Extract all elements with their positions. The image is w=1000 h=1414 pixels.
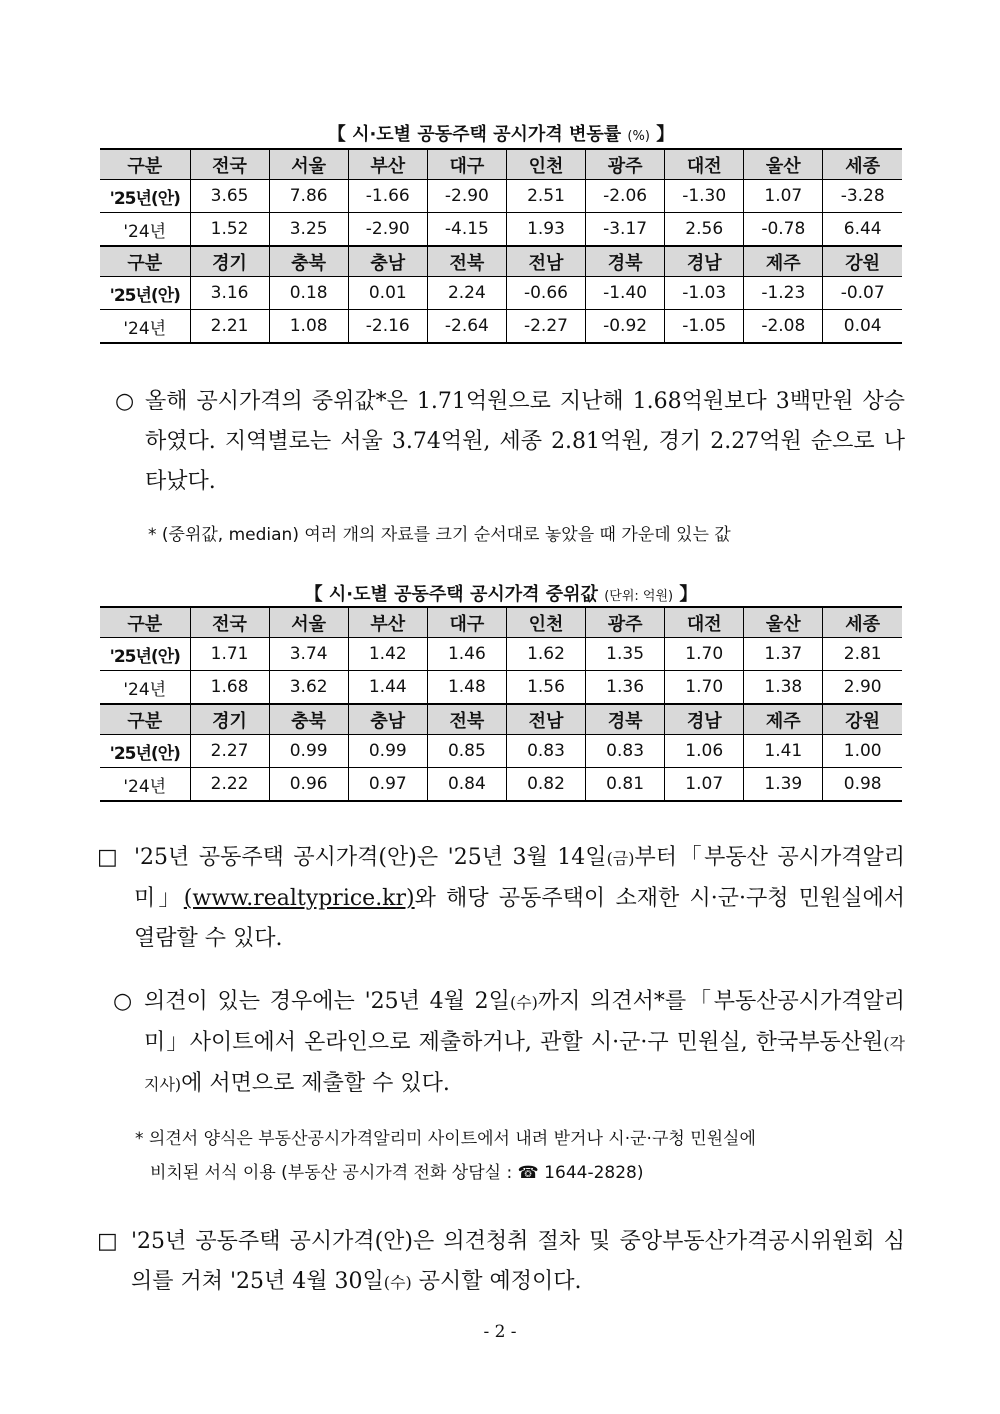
table-cell: 0.99 [269, 735, 348, 768]
table1-title-text: 【 시·도별 공동주택 공시가격 변동률 [327, 124, 622, 145]
column-header-region: 대전 [665, 149, 744, 180]
table-cell: 1.37 [744, 638, 823, 671]
table-row [100, 180, 902, 213]
column-header-region: 충남 [348, 704, 427, 735]
column-header-category: 구분 [100, 149, 190, 180]
row-label: '24년 [100, 671, 190, 705]
table-cell: 0.83 [586, 735, 665, 768]
column-header-region: 전북 [427, 246, 506, 277]
table-cell: 1.71 [190, 638, 269, 671]
table-cell: 2.90 [823, 671, 902, 705]
table-cell: 0.96 [269, 768, 348, 802]
table-cell: 0.85 [427, 735, 506, 768]
opinion-day: (수) [509, 993, 538, 1012]
header-row [100, 607, 902, 638]
square-bullet-icon: □ [97, 845, 118, 870]
table-cell: -1.66 [348, 180, 427, 213]
table-cell: 1.70 [665, 671, 744, 705]
table2-unit: (단위: 억원) [604, 589, 674, 604]
table-cell: 1.42 [348, 638, 427, 671]
column-header-region: 대구 [427, 607, 506, 638]
table-cell: 0.97 [348, 768, 427, 802]
header-row [100, 246, 902, 277]
announcement-text-b: 공시할 예정이다. [411, 1269, 582, 1294]
column-header-region: 인천 [506, 149, 585, 180]
table-cell: 0.04 [823, 310, 902, 344]
column-header-region: 전남 [506, 704, 585, 735]
table-row [100, 671, 902, 705]
median-paragraph [115, 382, 905, 502]
change-rate-table [100, 148, 902, 344]
table-cell: 2.56 [665, 213, 744, 247]
table-cell: 7.86 [269, 180, 348, 213]
announcement-paragraph-text [131, 1222, 905, 1303]
header-row [100, 704, 902, 735]
table-cell: -2.90 [348, 213, 427, 247]
column-header-region: 제주 [744, 246, 823, 277]
table-cell: 0.84 [427, 768, 506, 802]
table2-title [100, 580, 902, 606]
table-cell: -2.90 [427, 180, 506, 213]
column-header-region: 울산 [744, 607, 823, 638]
opinion-note [135, 1122, 910, 1190]
row-label: '24년 [100, 768, 190, 802]
table2-title-text: 【 시·도별 공동주택 공시가격 중위값 [304, 584, 598, 605]
viewing-text-a: '25년 공동주택 공시가격(안)은 '25년 3월 14일 [134, 845, 607, 870]
announcement-paragraph [97, 1222, 905, 1303]
column-header-region: 경기 [190, 246, 269, 277]
table-row [100, 277, 902, 310]
opinion-note-line1: * 의견서 양식은 부동산공시가격알리미 사이트에서 내려 받거나 시·군·구청 민원실에 [135, 1129, 756, 1149]
column-header-region: 서울 [269, 607, 348, 638]
table-cell: 1.36 [586, 671, 665, 705]
table-cell: -4.15 [427, 213, 506, 247]
table-row [100, 310, 902, 344]
table-cell: -2.16 [348, 310, 427, 344]
column-header-region: 광주 [586, 607, 665, 638]
row-label: '24년 [100, 310, 190, 344]
page-number: - 2 - [483, 1322, 517, 1342]
table1-unit: (%) [627, 129, 650, 144]
column-header-category: 구분 [100, 607, 190, 638]
viewing-text-c: 와 해당 공동주택이 소재한 시·군·구청 민원실에서 열람할 수 있다. [134, 886, 905, 951]
column-header-category: 구분 [100, 246, 190, 277]
column-header-region: 세종 [823, 149, 902, 180]
table-row [100, 735, 902, 768]
table-cell: 0.98 [823, 768, 902, 802]
table-cell: -1.30 [665, 180, 744, 213]
table-row [100, 638, 902, 671]
column-header-category: 구분 [100, 704, 190, 735]
viewing-paragraph [97, 838, 905, 959]
table-cell: 1.06 [665, 735, 744, 768]
table-cell: 1.08 [269, 310, 348, 344]
table-cell: -1.03 [665, 277, 744, 310]
opinion-paragraph-text [144, 982, 905, 1105]
table-cell: 3.62 [269, 671, 348, 705]
column-header-region: 전북 [427, 704, 506, 735]
column-header-region: 충북 [269, 246, 348, 277]
column-header-region: 대구 [427, 149, 506, 180]
table-cell: -1.05 [665, 310, 744, 344]
table-cell: 1.35 [586, 638, 665, 671]
column-header-region: 경북 [586, 704, 665, 735]
column-header-region: 세종 [823, 607, 902, 638]
row-label: '25년(안) [100, 735, 190, 768]
table1-title [100, 120, 902, 146]
table-cell: 1.00 [823, 735, 902, 768]
table-row [100, 213, 902, 247]
table-cell: -2.27 [506, 310, 585, 344]
viewing-paragraph-text [134, 838, 905, 959]
table-cell: 2.27 [190, 735, 269, 768]
table-cell: 2.22 [190, 768, 269, 802]
table-cell: 3.25 [269, 213, 348, 247]
table-cell: 1.56 [506, 671, 585, 705]
table-cell: 3.16 [190, 277, 269, 310]
column-header-region: 경남 [665, 246, 744, 277]
table-cell: -2.06 [586, 180, 665, 213]
table-cell: -0.66 [506, 277, 585, 310]
table-cell: 2.24 [427, 277, 506, 310]
opinion-branch: (각 지사) [144, 1034, 905, 1094]
column-header-region: 부산 [348, 149, 427, 180]
table-cell: -0.78 [744, 213, 823, 247]
table-cell: 1.39 [744, 768, 823, 802]
table-cell: -1.40 [586, 277, 665, 310]
table-cell: 2.81 [823, 638, 902, 671]
table-cell: -0.92 [586, 310, 665, 344]
column-header-region: 경북 [586, 246, 665, 277]
median-paragraph-text: 올해 공시가격의 중위값*은 1.71억원으로 지난해 1.68억원보다 3백만원 상승하였다. 지역별로는 서울 3.74억원, 세종 2.81억원, 경기 2.27억원 순으로 나타났다. [145, 389, 905, 494]
table1-title-end: 】 [656, 124, 675, 145]
column-header-region: 울산 [744, 149, 823, 180]
table-cell: 1.48 [427, 671, 506, 705]
table-cell: 1.52 [190, 213, 269, 247]
column-header-region: 전국 [190, 607, 269, 638]
table-row [100, 768, 902, 802]
row-label: '25년(안) [100, 180, 190, 213]
row-label: '24년 [100, 213, 190, 247]
column-header-region: 충남 [348, 246, 427, 277]
table-cell: 2.51 [506, 180, 585, 213]
viewing-day: (금) [606, 849, 635, 868]
opinion-paragraph [113, 982, 905, 1105]
opinion-text-a: 의견이 있는 경우에는 '25년 4월 2일 [144, 989, 510, 1014]
median-table [100, 606, 902, 802]
column-header-region: 광주 [586, 149, 665, 180]
column-header-region: 경기 [190, 704, 269, 735]
column-header-region: 대전 [665, 607, 744, 638]
column-header-region: 경남 [665, 704, 744, 735]
column-header-region: 부산 [348, 607, 427, 638]
table-cell: 1.07 [744, 180, 823, 213]
table-cell: -0.07 [823, 277, 902, 310]
table-cell: 1.46 [427, 638, 506, 671]
table-cell: -2.64 [427, 310, 506, 344]
table-cell: 1.38 [744, 671, 823, 705]
table2-title-end: 】 [679, 584, 698, 605]
column-header-region: 충북 [269, 704, 348, 735]
column-header-region: 강원 [823, 246, 902, 277]
square-bullet-icon: □ [97, 1229, 118, 1254]
table-cell: 1.70 [665, 638, 744, 671]
table-cell: -2.08 [744, 310, 823, 344]
table-cell: 0.82 [506, 768, 585, 802]
table-cell: 2.21 [190, 310, 269, 344]
table-cell: 3.65 [190, 180, 269, 213]
column-header-region: 전남 [506, 246, 585, 277]
column-header-region: 서울 [269, 149, 348, 180]
realtyprice-link[interactable]: (www.realtyprice.kr) [183, 886, 415, 911]
column-header-region: 전국 [190, 149, 269, 180]
table-cell: 0.81 [586, 768, 665, 802]
table-cell: 1.07 [665, 768, 744, 802]
row-label: '25년(안) [100, 277, 190, 310]
table-cell: 1.41 [744, 735, 823, 768]
table-cell: 0.99 [348, 735, 427, 768]
table-cell: 3.74 [269, 638, 348, 671]
row-label: '25년(안) [100, 638, 190, 671]
median-note: * (중위값, median) 여러 개의 자료를 크기 순서대로 놓았을 때 가운데 있는 값 [148, 525, 731, 545]
circle-bullet-icon: ○ [115, 389, 135, 414]
column-header-region: 강원 [823, 704, 902, 735]
table-cell: -3.28 [823, 180, 902, 213]
viewing-text-b: 부터「부동산 공시가격알리미」 [134, 845, 905, 911]
table-cell: 0.18 [269, 277, 348, 310]
header-row [100, 149, 902, 180]
table-cell: -3.17 [586, 213, 665, 247]
column-header-region: 인천 [506, 607, 585, 638]
table-cell: 0.01 [348, 277, 427, 310]
table-cell: 0.83 [506, 735, 585, 768]
table-cell: 1.62 [506, 638, 585, 671]
opinion-text-b: 까지 의견서*를「부동산공시가격알리미」사이트에서 온라인으로 제출하거나, 관할 시·군·구 민원실, 한국부동산원 [144, 989, 906, 1055]
circle-bullet-icon: ○ [113, 989, 133, 1014]
table-cell: 6.44 [823, 213, 902, 247]
opinion-text-c: 에 서면으로 제출할 수 있다. [181, 1071, 450, 1096]
table-cell: 1.68 [190, 671, 269, 705]
table-cell: 1.93 [506, 213, 585, 247]
announcement-text-a: '25년 공동주택 공시가격(안)은 의견청취 절차 및 중앙부동산가격공시위원회 심의를 거쳐 '25년 4월 30일 [131, 1229, 905, 1294]
column-header-region: 제주 [744, 704, 823, 735]
table-cell: -1.23 [744, 277, 823, 310]
announcement-day: (수) [383, 1273, 412, 1292]
opinion-note-line2: 비치된 서식 이용 (부동산 공시가격 전화 상담실 : ☎ 1644-2828) [150, 1163, 644, 1183]
table-cell: 1.44 [348, 671, 427, 705]
